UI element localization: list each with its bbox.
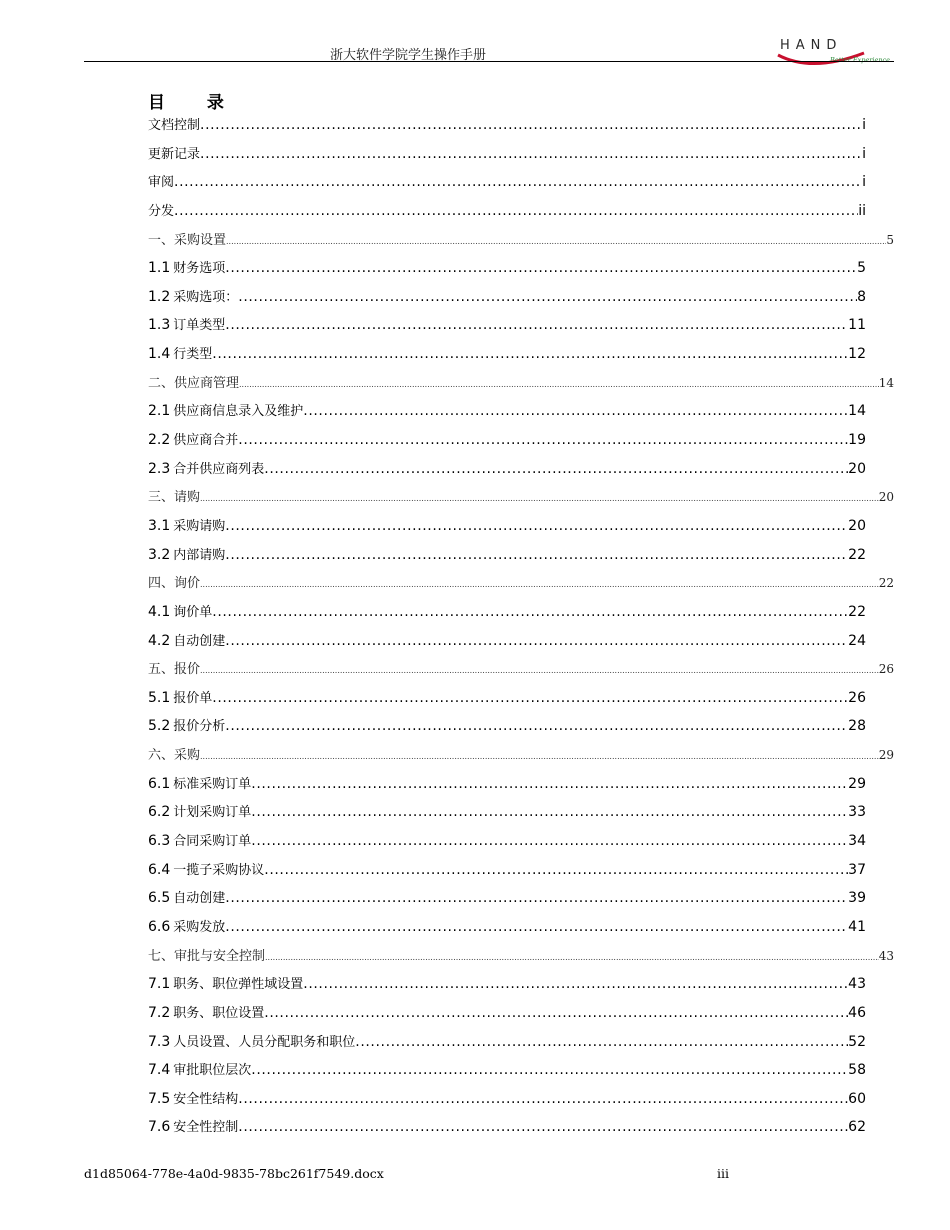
toc-entry-text: 合并供应商列表: [173, 461, 265, 477]
toc-dot-leader: [225, 260, 857, 276]
toc-entry-label: 更新记录: [148, 146, 201, 162]
toc-entry-label: [148, 887, 225, 906]
toc-dot-leader: [200, 580, 879, 589]
toc-entry-label: [148, 286, 238, 305]
toc-dot-leader: [238, 1119, 848, 1135]
toc-entry-text: 订单类型: [173, 318, 226, 334]
toc-dot-leader: [225, 633, 848, 649]
toc-section-entry[interactable]: [148, 630, 866, 659]
toc-entry-page: 39: [848, 890, 866, 907]
toc-section-entry[interactable]: [148, 1059, 866, 1088]
toc-entry-page: 24: [848, 632, 866, 649]
toc-section-entry[interactable]: [148, 887, 866, 916]
toc-entry-label: [148, 1116, 238, 1135]
toc-section-entry[interactable]: [148, 429, 866, 458]
toc-entry-page: 34: [848, 833, 866, 850]
toc-entry-text: 职务、职位弹性域设置: [173, 977, 304, 993]
toc-section-entry[interactable]: [148, 916, 866, 945]
toc-entry-number: 7.3: [148, 1033, 171, 1050]
toc-entry-label: 分发: [148, 203, 175, 219]
toc-dot-leader: [225, 518, 848, 534]
toc-entry-text: 采购发放: [173, 919, 226, 935]
toc-entry-page: 28: [848, 718, 866, 735]
toc-entry-page: i: [862, 174, 866, 191]
toc-entry-page: 62: [848, 1119, 866, 1136]
toc-chapter-entry[interactable]: [148, 572, 894, 601]
toc-entry-page: 5: [857, 260, 866, 277]
toc-entry-page: 8: [857, 288, 866, 305]
toc-entry-number: 6.6: [148, 918, 171, 935]
toc-entry-page: 22: [878, 576, 894, 591]
toc-entry-number: 7.1: [148, 976, 171, 993]
toc-section-entry[interactable]: [148, 973, 866, 1002]
toc-dot-leader: [251, 1062, 848, 1078]
toc-entry-text: 安全性结构: [173, 1091, 239, 1107]
toc-section-entry[interactable]: [148, 801, 866, 830]
toc-entry-page: 14: [848, 403, 866, 420]
toc-entry-label: [148, 1031, 355, 1050]
toc-entry-page: 43: [878, 948, 894, 963]
toc-entry-text: 自动创建: [173, 891, 226, 907]
toc-entry-text: 供应商信息录入及维护: [173, 404, 304, 420]
toc-entry-label: [148, 601, 212, 620]
toc-section-entry[interactable]: [148, 515, 866, 544]
toc-entry-number: 1.3: [148, 317, 171, 334]
toc-entry-number: 6.1: [148, 775, 171, 792]
toc-entry-number: 1.4: [148, 346, 171, 363]
toc-entry-number: 2.1: [148, 403, 171, 420]
toc-front-entry[interactable]: [148, 171, 866, 200]
toc-entry-page: ii: [858, 202, 866, 219]
toc-entry-label: [148, 429, 238, 448]
toc-entry-page: 41: [848, 918, 866, 935]
toc-entry-page: i: [862, 145, 866, 162]
toc-dot-leader: [174, 203, 858, 219]
toc-entry-number: 6.2: [148, 804, 171, 821]
toc-dot-leader: [264, 1005, 848, 1021]
toc-entry-page: 26: [848, 689, 866, 706]
toc-entry-page: 20: [848, 517, 866, 534]
toc-entry-number: 6.4: [148, 861, 171, 878]
toc-front-entry[interactable]: [148, 114, 866, 143]
toc-section-entry[interactable]: [148, 1002, 866, 1031]
toc-entry-label: [148, 314, 225, 333]
toc-chapter-entry[interactable]: [148, 744, 894, 773]
toc-entry-label: [148, 1059, 251, 1078]
toc-entry-label: [148, 1002, 264, 1021]
toc-entry-page: 46: [848, 1004, 866, 1021]
toc-entry-page: 29: [848, 775, 866, 792]
toc-entry-page: 11: [848, 317, 866, 334]
toc-section-entry[interactable]: [148, 773, 866, 802]
toc-entry-page: 29: [878, 748, 894, 763]
toc-section-entry[interactable]: [148, 1116, 866, 1145]
toc-section-entry[interactable]: [148, 544, 866, 573]
toc-entry-label: [148, 630, 225, 649]
toc-entry-text: 行类型: [173, 347, 213, 363]
toc-chapter-entry[interactable]: [148, 229, 894, 258]
toc-dot-leader: [265, 953, 879, 962]
toc-entry-label: [148, 257, 225, 276]
toc-entry-number: 7.4: [148, 1062, 171, 1079]
toc-section-entry[interactable]: [148, 314, 866, 343]
toc-entry-page: 43: [848, 976, 866, 993]
toc-entry-label: 一、采购设置: [148, 232, 227, 248]
toc-entry-number: 7.6: [148, 1119, 171, 1136]
toc-entry-label: 六、采购: [148, 748, 201, 764]
toc-chapter-entry[interactable]: [148, 486, 894, 515]
document-title: 浙大软件学院学生操作手册: [330, 48, 487, 63]
toc-dot-leader: [200, 752, 879, 761]
toc-dot-leader: [303, 976, 848, 992]
toc-entry-label: [148, 715, 225, 734]
toc-dot-leader: [238, 1091, 848, 1107]
toc-entry-number: 7.2: [148, 1004, 171, 1021]
toc-section-entry[interactable]: [148, 286, 866, 315]
toc-entry-number: 2.2: [148, 432, 171, 449]
toc-entry-number: 1.1: [148, 260, 171, 277]
toc-entry-text: 报价分析: [173, 719, 226, 735]
toc-dot-leader: [251, 804, 848, 820]
toc-entry-label: [148, 400, 303, 419]
toc-entry-page: 22: [848, 546, 866, 563]
toc-dot-leader: [226, 237, 886, 246]
toc-entry-label: 三、请购: [148, 490, 201, 506]
toc-section-entry[interactable]: [148, 830, 866, 859]
toc-entry-text: 审批职位层次: [173, 1063, 252, 1079]
toc-entry-text: 安全性控制: [173, 1120, 239, 1136]
footer-page-number: iii: [717, 1166, 729, 1181]
toc-entry-page: 33: [848, 804, 866, 821]
toc-entry-page: 22: [848, 603, 866, 620]
toc-entry-page: 20: [848, 460, 866, 477]
toc-entry-text: 财务选项: [173, 261, 226, 277]
toc-entry-page: 12: [848, 346, 866, 363]
toc-dot-leader: [212, 346, 848, 362]
toc-chapter-entry[interactable]: [148, 945, 894, 974]
toc-dot-leader: [200, 666, 879, 675]
toc-entry-text: 询价单: [173, 604, 213, 620]
toc-entry-text: 一揽子采购协议: [173, 862, 265, 878]
toc-dot-leader: [264, 461, 848, 477]
logo-tagline: Better Experience: [830, 56, 890, 64]
toc-dot-leader: [200, 494, 879, 503]
toc-entry-text: 报价单: [173, 690, 213, 706]
toc-entry-number: 5.2: [148, 718, 171, 735]
toc-entry-number: 1.2: [148, 288, 171, 305]
toc-entry-label: 四、询价: [148, 576, 201, 592]
toc-entry-number: 5.1: [148, 689, 171, 706]
toc-dot-leader: [238, 432, 848, 448]
toc-entry-page: 19: [848, 432, 866, 449]
toc-heading: 目 录: [148, 93, 242, 113]
toc-dot-leader: [303, 403, 848, 419]
toc-dot-leader: [251, 776, 848, 792]
toc-entry-number: 3.2: [148, 546, 171, 563]
toc-entry-page: 58: [848, 1062, 866, 1079]
toc-dot-leader: [212, 604, 848, 620]
toc-dot-leader: [225, 317, 848, 333]
toc-section-entry[interactable]: [148, 400, 866, 429]
toc-section-entry[interactable]: [148, 458, 866, 487]
toc-entry-text: 采购请购: [173, 518, 226, 534]
toc-entry-number: 6.5: [148, 890, 171, 907]
toc-entry-page: 37: [848, 861, 866, 878]
header-rule: [84, 61, 894, 62]
toc-section-entry[interactable]: [148, 343, 866, 372]
toc-section-entry[interactable]: [148, 687, 866, 716]
toc-section-entry[interactable]: [148, 257, 866, 286]
toc-entry-label: [148, 687, 212, 706]
toc-dot-leader: [174, 174, 862, 190]
toc-dot-leader: [251, 833, 848, 849]
toc-dot-leader: [225, 919, 848, 935]
toc-dot-leader: [238, 289, 857, 305]
toc-entry-number: 4.1: [148, 603, 171, 620]
toc-entry-number: 2.3: [148, 460, 171, 477]
toc-section-entry[interactable]: [148, 1088, 866, 1117]
toc-entry-page: 52: [848, 1033, 866, 1050]
toc-entry-number: 7.5: [148, 1090, 171, 1107]
toc-entry-number: 4.2: [148, 632, 171, 649]
toc-entry-text: 内部请购: [173, 547, 226, 563]
toc-entry-label: [148, 801, 251, 820]
toc-entry-page: 5: [886, 232, 894, 247]
toc-entry-label: [148, 859, 264, 878]
footer-document-name: d1d85064-778e-4a0d-9835-78bc261f7549.docx: [84, 1166, 384, 1181]
toc-entry-label: [148, 830, 251, 849]
toc-entry-label: [148, 343, 212, 362]
toc-dot-leader: [212, 690, 848, 706]
toc-entry-text: 人员设置、人员分配职务和职位: [173, 1034, 356, 1050]
toc-entry-label: [148, 458, 264, 477]
toc-dot-leader: [200, 117, 862, 133]
toc-front-entry[interactable]: [148, 143, 866, 172]
toc-entry-label: [148, 973, 303, 992]
toc-dot-leader: [200, 146, 862, 162]
toc-entry-label: 五、报价: [148, 662, 201, 678]
toc-dot-leader: [225, 718, 848, 734]
toc-dot-leader: [355, 1034, 848, 1050]
toc-entry-text: 供应商合并: [173, 433, 239, 449]
toc-entry-label: 审阅: [148, 175, 175, 191]
toc-entry-label: [148, 916, 225, 935]
toc-dot-leader: [264, 862, 848, 878]
toc-entry-label: [148, 773, 251, 792]
toc-chapter-entry[interactable]: [148, 658, 894, 687]
toc-entry-page: 20: [878, 490, 894, 505]
toc-entry-label: [148, 1088, 238, 1107]
toc-entry-text: 自动创建: [173, 633, 226, 649]
toc-entry-page: i: [862, 117, 866, 133]
toc-entry-text: 采购选项：: [173, 289, 239, 305]
toc-section-entry[interactable]: [148, 601, 866, 630]
toc-section-entry[interactable]: [148, 1031, 866, 1060]
toc-entry-text: 标准采购订单: [173, 776, 252, 792]
toc-entry-text: 合同采购订单: [173, 834, 252, 850]
toc-entry-text: 计划采购订单: [173, 805, 252, 821]
toc-dot-leader: [225, 890, 848, 906]
toc-entry-label: [148, 544, 225, 563]
toc-entry-page: 26: [878, 662, 894, 677]
toc-entry-label: [148, 515, 225, 534]
toc-entry-label: 七、审批与安全控制: [148, 948, 266, 964]
toc-entry-number: 6.3: [148, 833, 171, 850]
toc-entry-label: 文档控制: [148, 118, 201, 133]
toc-chapter-entry[interactable]: [148, 372, 894, 401]
toc-dot-leader: [239, 380, 879, 389]
toc-entry-number: 3.1: [148, 517, 171, 534]
table-of-contents: [148, 114, 894, 1145]
toc-entry-text: 职务、职位设置: [173, 1005, 265, 1021]
toc-dot-leader: [225, 547, 848, 563]
toc-entry-page: 14: [878, 375, 894, 390]
toc-front-entry[interactable]: [148, 200, 866, 229]
toc-section-entry[interactable]: [148, 859, 866, 888]
toc-entry-label: 二、供应商管理: [148, 375, 240, 391]
logo-wordmark: HAND: [780, 38, 843, 53]
toc-section-entry[interactable]: [148, 715, 866, 744]
toc-entry-page: 60: [848, 1090, 866, 1107]
